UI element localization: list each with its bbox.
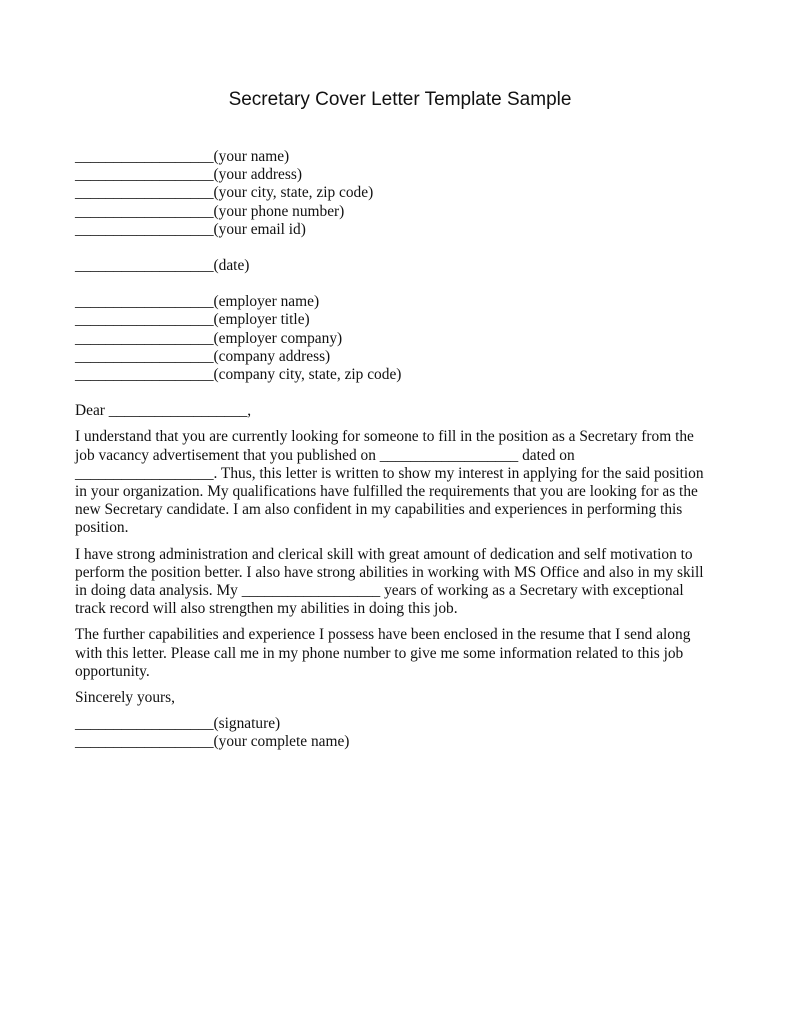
paragraph-line: new Secretary candidate. I am also confident in my capabilities and experiences in performing this: [75, 501, 683, 519]
sender-phone-line: __________________(your phone number): [75, 202, 345, 220]
paragraph-3: [75, 626, 745, 681]
closing: Sincerely yours,: [75, 689, 176, 707]
sender-block: [75, 148, 745, 239]
signature-block: [75, 715, 745, 751]
paragraph-line: position.: [75, 519, 129, 537]
sender-city-line: __________________(your city, state, zip code): [75, 184, 374, 202]
paragraph-line: job vacancy advertisement that you published on __________________ dated on: [75, 446, 575, 464]
date-line: __________________(date): [75, 257, 250, 275]
paragraph-line: track record will also strengthen my abilities in doing this job.: [75, 600, 458, 618]
paragraph-2: [75, 546, 745, 619]
paragraph-line: in your organization. My qualifications have fulfilled the requirements that you are looking for as the: [75, 483, 698, 501]
paragraph-line: I understand that you are currently looking for someone to fill in the position as a Secretary from the: [75, 428, 694, 446]
paragraph-line: in doing data analysis. My __________________ years of working as a Secretary with exceptional: [75, 582, 684, 600]
page-title: Secretary Cover Letter Template Sample: [228, 89, 572, 110]
company-address-line: __________________(company address): [75, 347, 331, 365]
employer-title-line: __________________(employer title): [75, 311, 310, 329]
paragraph-line: The further capabilities and experience I possess have been enclosed in the resume that I send along: [75, 626, 691, 644]
paragraph-line: with this letter. Please call me in my phone number to give me some information related to this job: [75, 644, 684, 662]
sender-name-line: __________________(your name): [75, 148, 290, 165]
sender-email-line: __________________(your email id): [75, 220, 306, 238]
salutation: Dear __________________,: [75, 402, 252, 420]
signature-line: __________________(signature): [75, 715, 281, 733]
complete-name-line: __________________(your complete name): [75, 733, 350, 751]
company-city-line: __________________(company city, state, zip code): [75, 366, 402, 384]
sender-address-line: __________________(your address): [75, 166, 302, 184]
letter-body: [75, 148, 745, 752]
paragraph-line: I have strong administration and clerical skill with great amount of dedication and self motivation to: [75, 545, 693, 563]
recipient-block: [75, 293, 745, 384]
paragraph-1: [75, 428, 745, 537]
paragraph-line: opportunity.: [75, 662, 150, 680]
paragraph-line: perform the position better. I also have strong abilities in working with MS Office and also in my skill: [75, 563, 704, 581]
paragraph-line: __________________. Thus, this letter is written to show my interest in applying for the said position: [75, 464, 704, 482]
employer-name-line: __________________(employer name): [75, 293, 320, 311]
employer-company-line: __________________(employer company): [75, 329, 343, 347]
